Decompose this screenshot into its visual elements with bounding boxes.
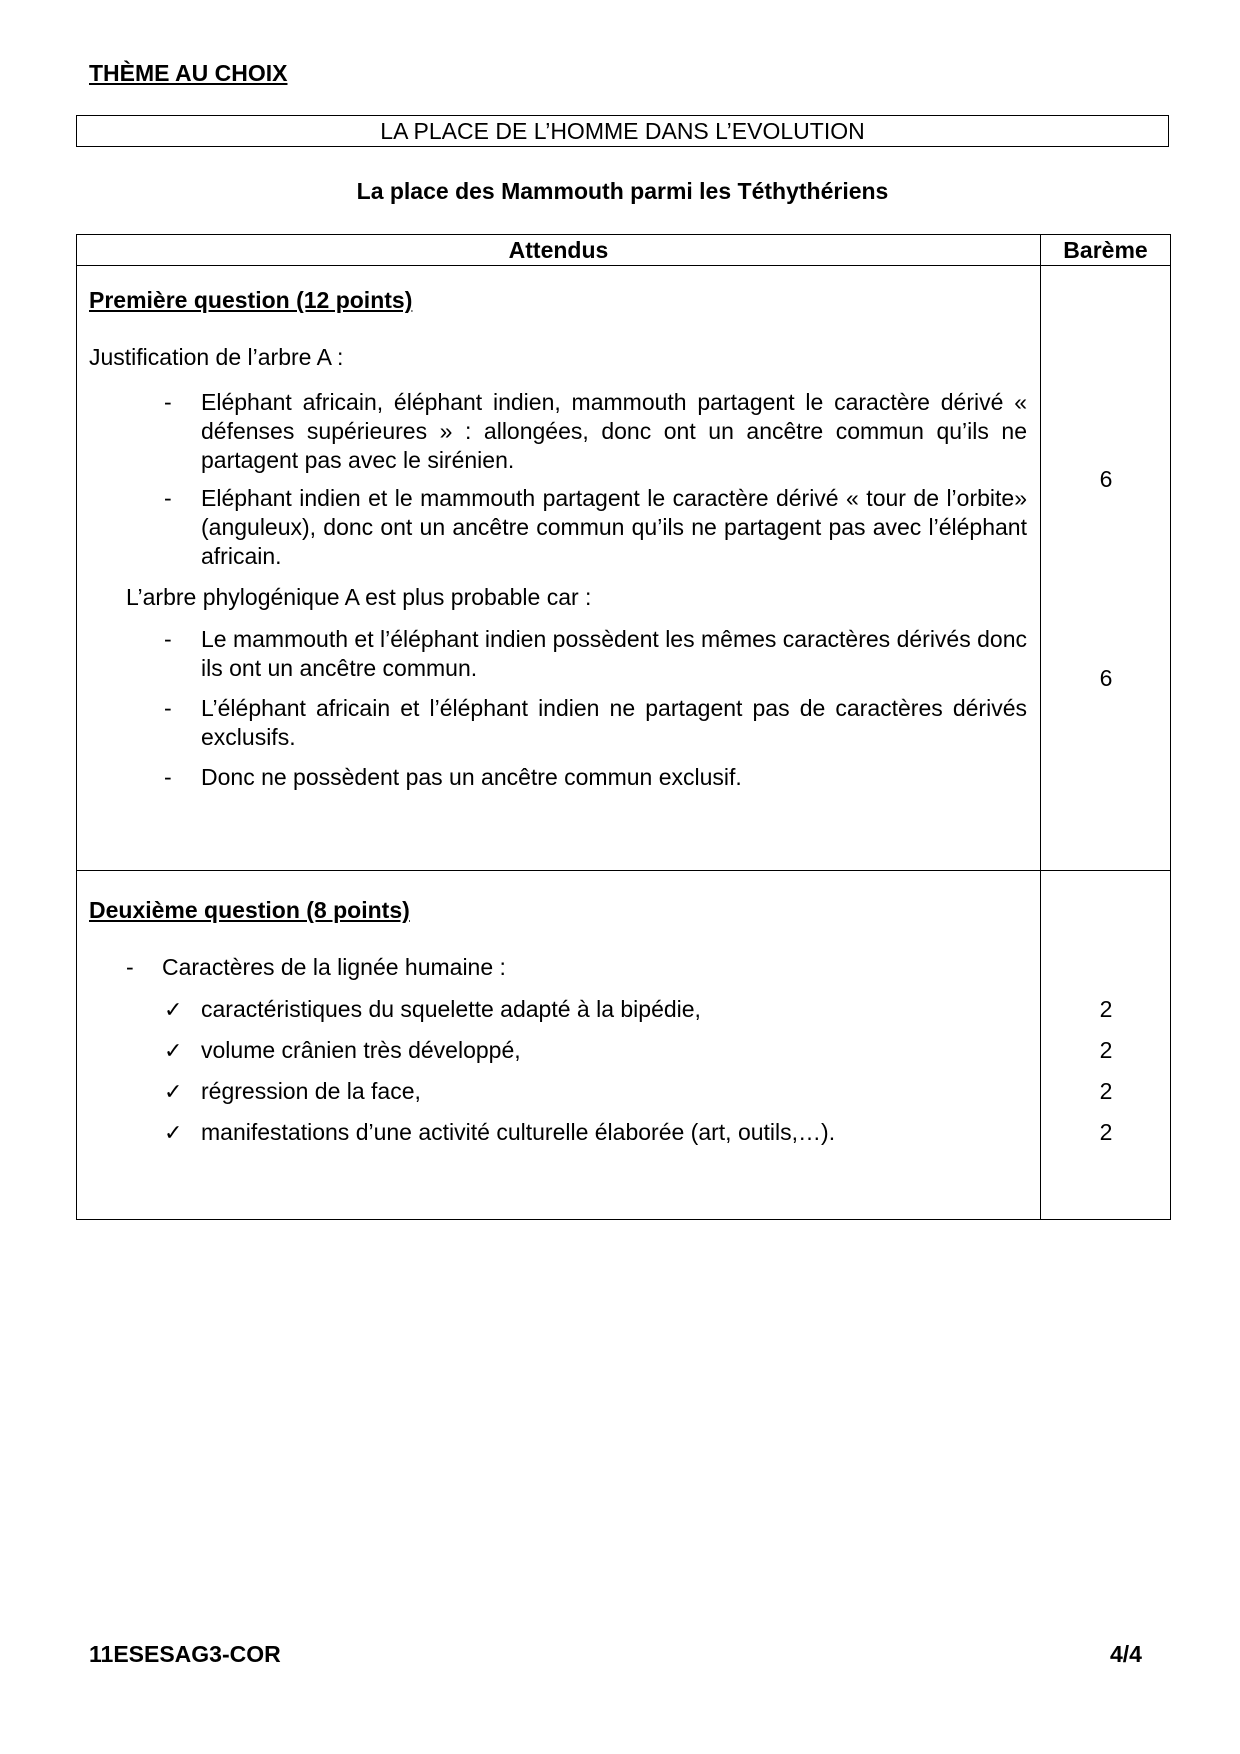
- checkmark-icon: ✓: [164, 1120, 183, 1145]
- dash-bullet: -: [164, 485, 172, 511]
- checkmark-icon: ✓: [164, 1079, 183, 1104]
- dash-bullet: -: [164, 695, 172, 721]
- list-item: Donc ne possèdent pas un ancêtre commun exclusif.: [201, 764, 742, 790]
- theme-heading: THÈME AU CHOIX: [89, 60, 288, 86]
- dash-bullet: -: [126, 954, 134, 980]
- question-2-title: Deuxième question (8 points): [89, 897, 410, 923]
- table-row-question-2: [77, 871, 1171, 1220]
- question-2-score-cell: [1041, 871, 1171, 1220]
- score-value: 2: [1099, 1119, 1113, 1145]
- list-item: Le mammouth et l’éléphant indien possèdent les mêmes caractères dérivés donc ils ont un ancêtre commun.: [201, 626, 1027, 681]
- topic-banner: LA PLACE DE L’HOMME DANS L’EVOLUTION: [76, 115, 1169, 147]
- list-item: volume crânien très développé,: [201, 1037, 521, 1063]
- dash-bullet: -: [164, 626, 172, 652]
- checkmark-icon: ✓: [164, 997, 183, 1022]
- question-2-intro: Caractères de la lignée humaine :: [162, 954, 506, 980]
- column-header-bareme: Barème: [1041, 235, 1171, 266]
- page-number: 4/4: [1110, 1641, 1142, 1667]
- list-item: manifestations d’une activité culturelle élaborée (art, outils,…).: [201, 1119, 836, 1145]
- page-subtitle: La place des Mammouth parmi les Téthythériens: [356, 178, 889, 204]
- table-row-question-1: [77, 266, 1171, 871]
- score-value: 2: [1099, 996, 1113, 1022]
- list-item: caractéristiques du squelette adapté à la bipédie,: [201, 996, 701, 1022]
- list-item: régression de la face,: [201, 1078, 421, 1104]
- list-item: Eléphant indien et le mammouth partagent le caractère dérivé « tour de l’orbite» (anguleux), donc ont un ancêtre commun qu’ils ne partagent pas avec l’éléphant africain.: [201, 485, 1027, 569]
- grading-table: [76, 234, 1171, 1220]
- checkmark-icon: ✓: [164, 1038, 183, 1063]
- document-code: 11ESESAG3-COR: [89, 1641, 281, 1667]
- table-header-row: [77, 235, 1171, 266]
- question-1-score-cell: [1041, 266, 1171, 871]
- question-1-intro-b: L’arbre phylogénique A est plus probable car :: [126, 584, 592, 610]
- question-1-cell: [77, 266, 1041, 871]
- list-item: L’éléphant africain et l’éléphant indien ne partagent pas de caractères dérivés exclusifs.: [201, 695, 1027, 750]
- dash-bullet: -: [164, 389, 172, 415]
- score-value: 6: [1099, 665, 1113, 691]
- question-1-title: Première question (12 points): [89, 287, 413, 313]
- score-value: 2: [1099, 1037, 1113, 1063]
- dash-bullet: -: [164, 764, 172, 790]
- score-value: 6: [1099, 466, 1113, 492]
- score-value: 2: [1099, 1078, 1113, 1104]
- question-2-cell: [77, 871, 1041, 1220]
- list-item: Eléphant africain, éléphant indien, mammouth partagent le caractère dérivé « défenses supérieures » : allongées, donc ont un ancêtre commun qu’ils ne partagent pas avec le sirénien.: [201, 389, 1027, 473]
- column-header-attendus: Attendus: [77, 235, 1041, 266]
- question-1-intro-a: Justification de l’arbre A :: [89, 344, 344, 370]
